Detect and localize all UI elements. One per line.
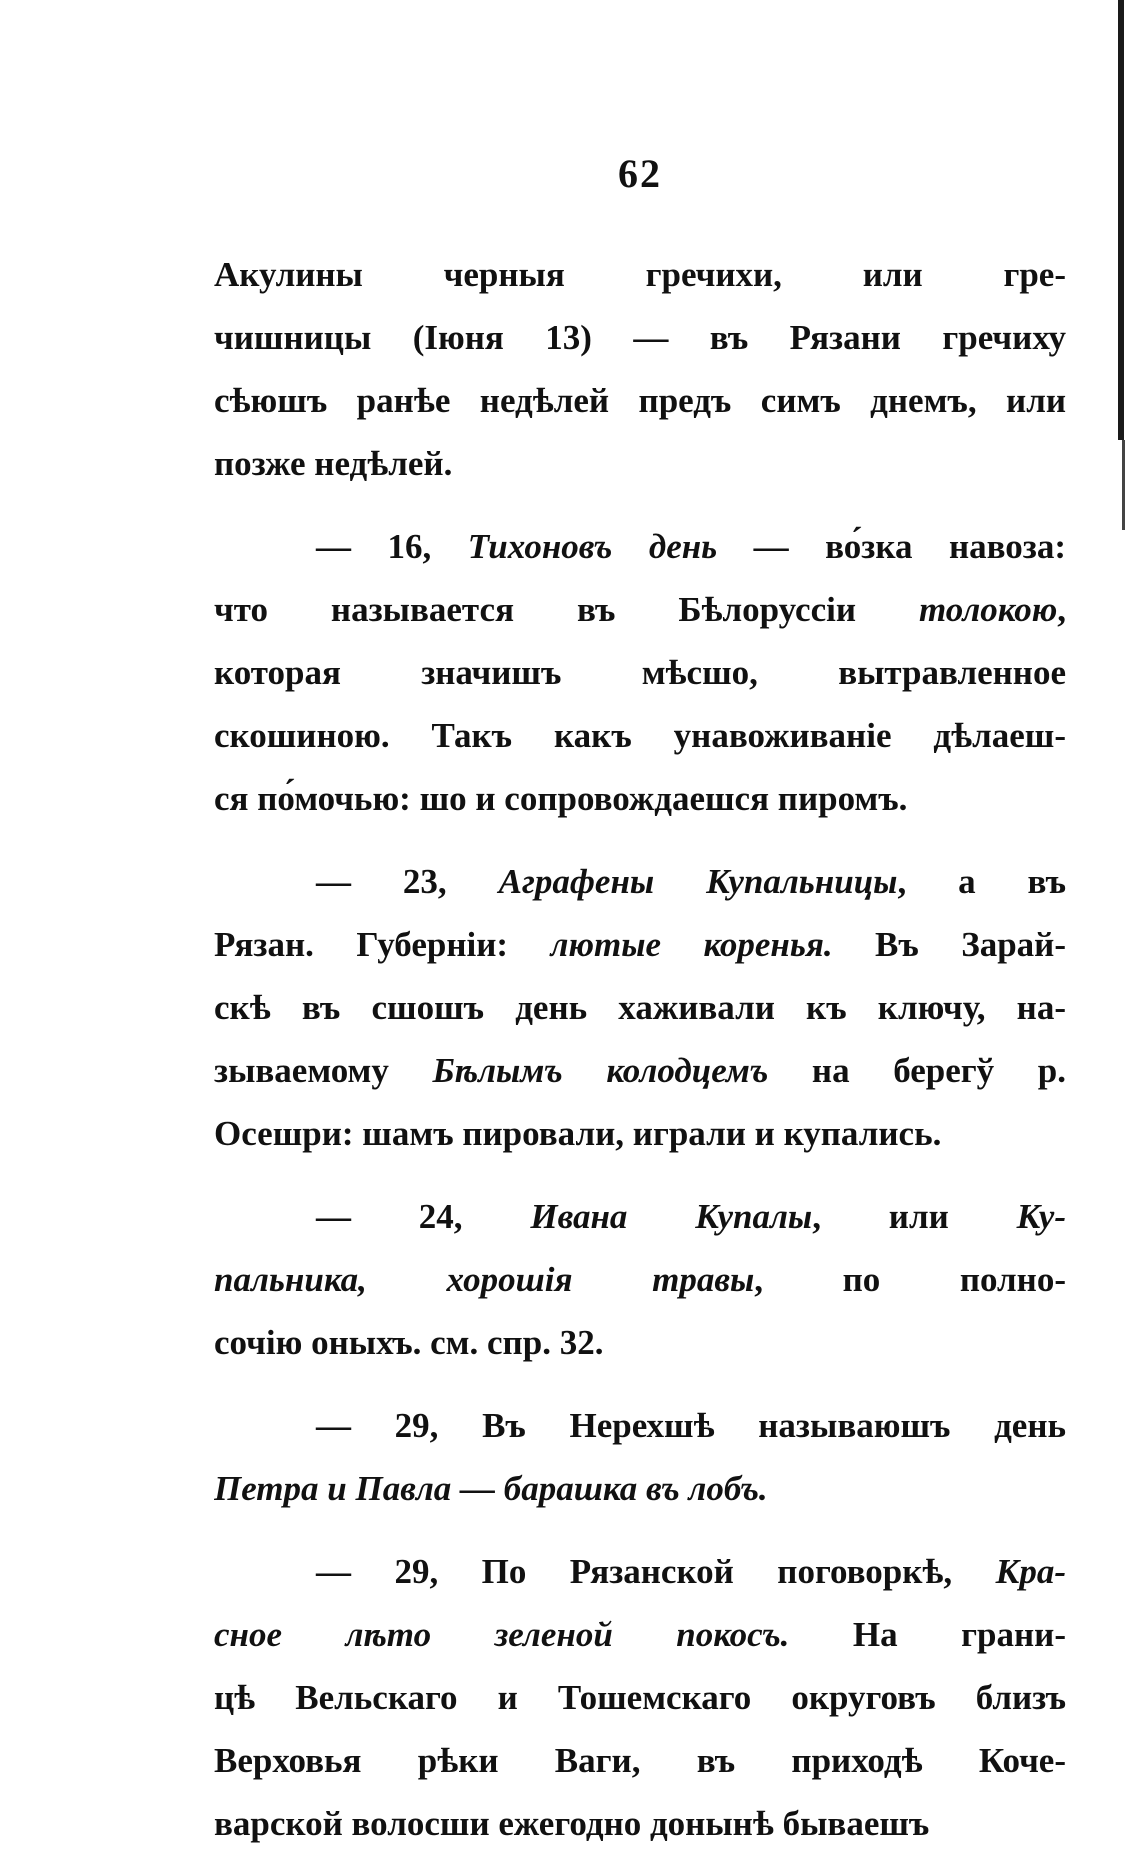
text-line [214,1603,1066,1666]
text-line [214,1540,1066,1603]
text-line [214,767,1066,830]
text-line [214,1457,1066,1520]
text-run: , [1057,590,1066,629]
text-run: На грани- [789,1615,1066,1654]
text-run: — 24, [316,1197,531,1236]
text-line [214,306,1066,369]
text-run: Осешри: шамъ пировали, играли и купались. [214,1114,942,1153]
text-run: сѣюшъ ранѣе недѣлей предъ симъ днемъ, или [214,381,1066,420]
text-line [214,515,1066,578]
text-run: , или [812,1197,1017,1236]
text-line [214,976,1066,1039]
text-run: цѣ Вельскаго и Тошемскаго округовъ близъ [214,1678,1066,1717]
text-run: ся по́мочью: шо и сопровождаешся пиромъ. [214,779,908,818]
paragraph [214,1185,1066,1374]
text-run: сочію оныхъ. см. спр. 32. [214,1323,604,1362]
page-edge-shadow-lower [1122,440,1125,530]
paragraph [214,243,1066,495]
text-line [214,1185,1066,1248]
paragraph [214,1394,1066,1520]
italic-text: Ивана Купалы [530,1197,813,1236]
text-run: , а въ [897,862,1066,901]
text-run: — 23, [316,862,499,901]
text-run: скѣ въ сшошъ день хаживали къ ключу, на- [214,988,1066,1027]
text-line [214,243,1066,306]
body-text [214,243,1066,1855]
text-run: скошиною. Такъ какъ унавоживаніе дѣлаеш- [214,716,1066,755]
paragraph [214,1540,1066,1855]
text-run: — во́зка навоза: [717,527,1066,566]
text-run: на берегў р. [768,1051,1066,1090]
text-line [214,1039,1066,1102]
paragraph [214,850,1066,1165]
text-line [214,1666,1066,1729]
italic-text: толокою [918,590,1058,629]
text-run: Верховья рѣки Ваги, въ приходѣ Коче- [214,1741,1066,1780]
italic-text: Тихоновъ день [467,527,718,566]
text-line [214,1102,1066,1165]
text-line [214,850,1066,913]
italic-text: Бѣлымъ колодцемъ [432,1051,769,1090]
italic-text: Ку- [1016,1197,1066,1236]
text-line [214,369,1066,432]
paragraph [214,515,1066,830]
text-run: , по полно- [754,1260,1066,1299]
text-run: Рязан. Губерніи: [214,925,551,964]
text-run: варской волосши ежегодно донынѣ бываешъ [214,1804,930,1843]
text-line [214,1248,1066,1311]
text-run: — 29, Въ Нерехшѣ называюшъ день [316,1406,1066,1445]
text-run: Въ Зарай- [832,925,1066,964]
text-run: позже недѣлей. [214,444,453,483]
text-run: — 16, [316,527,468,566]
page-number: 62 [618,151,662,196]
text-run: — 29, По Рязанской поговоркѣ, [316,1552,996,1591]
italic-text: лютые коренья. [550,925,833,964]
text-run: которая значишъ мѣсшо, вытравленное [214,653,1066,692]
text-run: Акулины черныя гречихи, или гре- [214,255,1066,294]
text-line [214,1729,1066,1792]
text-line [214,1394,1066,1457]
text-line [214,578,1066,641]
italic-text: Петра и Павла — барашка въ лобъ. [214,1469,768,1508]
page-edge-shadow [1118,0,1124,440]
text-line [214,1311,1066,1374]
italic-text: сное лѣто зеленой покосъ. [214,1615,790,1654]
text-line [214,704,1066,767]
italic-text: пальника, хорошія травы [214,1260,755,1299]
text-line [214,1792,1066,1855]
text-run: чишницы (Іюня 13) — въ Рязани гречиху [214,318,1066,357]
text-line [214,641,1066,704]
italic-text: Кра- [995,1552,1066,1591]
text-line [214,913,1066,976]
text-run: зываемому [214,1051,433,1090]
text-line [214,432,1066,495]
italic-text: Аграфены Купальницы [498,862,898,901]
text-run: что называется въ Бѣлоруссіи [214,590,919,629]
